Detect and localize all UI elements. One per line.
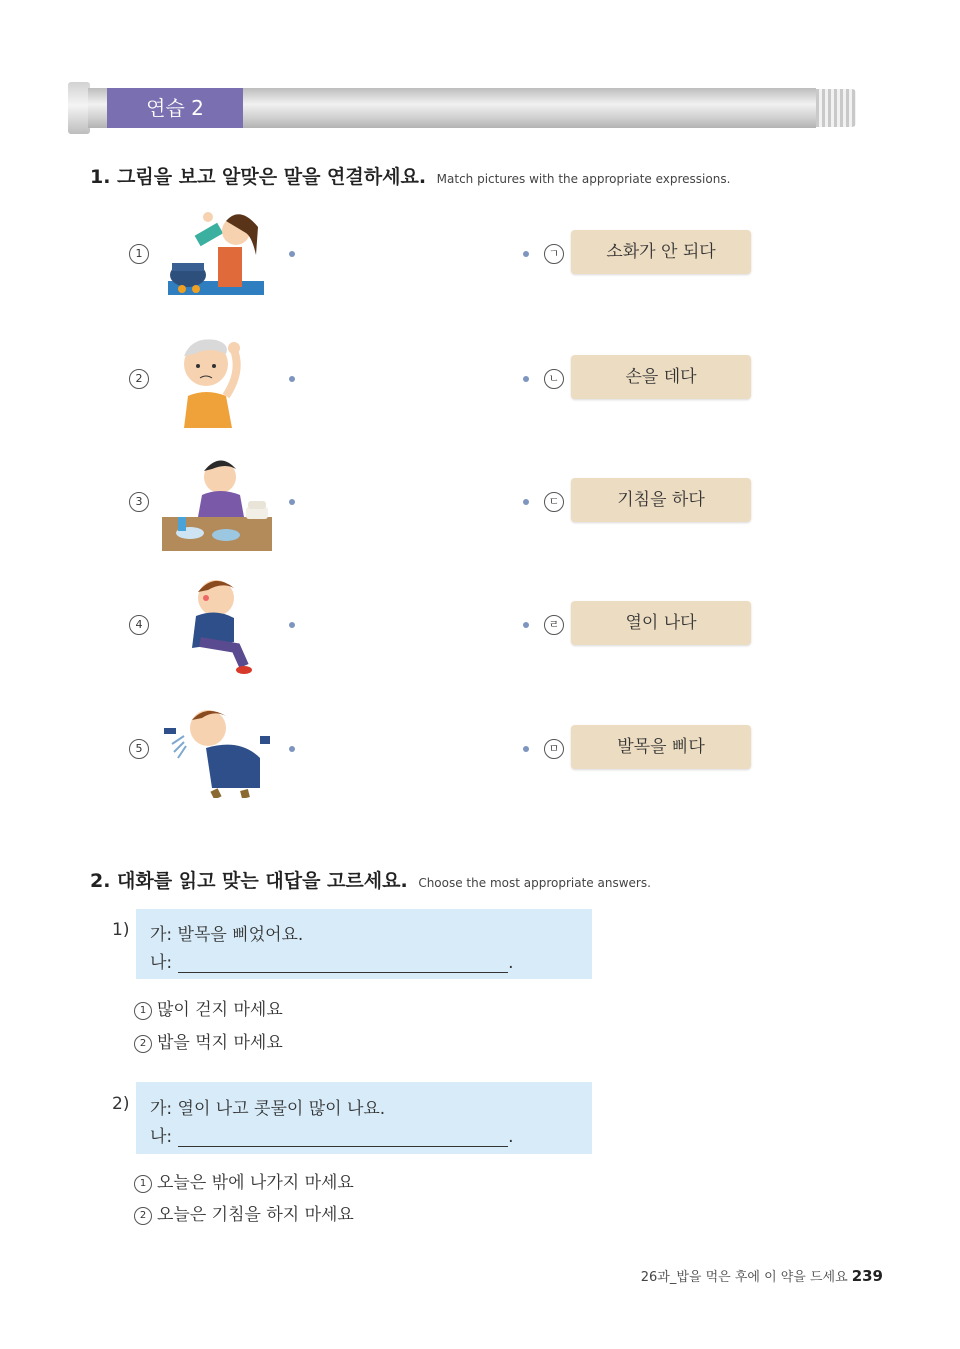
match-row-2: [0, 332, 960, 432]
right-dot[interactable]: [523, 622, 529, 628]
q1-title-ko: 1. 그림을 보고 알맞은 말을 연결하세요.: [90, 166, 427, 188]
line-end: .: [508, 1127, 514, 1147]
speaker-b-label: 나:: [150, 953, 173, 973]
answer-blank[interactable]: [178, 1130, 508, 1147]
item-1-number: 1): [112, 920, 130, 940]
option-text: 밥을 먹지 마세요: [157, 1033, 283, 1053]
row-letter: ㄱ: [544, 244, 564, 264]
section-label: 연습 2: [107, 88, 243, 128]
option-1-2[interactable]: [134, 1028, 283, 1053]
item-2-number: 2): [112, 1094, 130, 1114]
speaker-a-line: 가: 열이 나고 콧물이 많이 나요.: [150, 1099, 386, 1119]
speaker-b-label: 나:: [150, 1127, 173, 1147]
dialogue-box-2: [136, 1082, 592, 1154]
woman-burning-hand-on-pot-icon: [160, 207, 274, 303]
speaker-b-line: [150, 948, 514, 973]
right-dot[interactable]: [523, 251, 529, 257]
left-dot[interactable]: [289, 251, 295, 257]
match-row-3: [0, 455, 960, 555]
q2-title-ko: 2. 대화를 읽고 맞는 대답을 고르세요.: [90, 870, 408, 892]
q2-title-en: Choose the most appropriate answers.: [418, 876, 651, 890]
dialogue-box-1: [136, 909, 592, 979]
match-row-5: [0, 702, 960, 802]
row-letter: ㅁ: [544, 739, 564, 759]
match-row-1: [0, 207, 960, 307]
row-number: 2: [129, 369, 149, 389]
left-dot[interactable]: [289, 746, 295, 752]
row-letter: ㄷ: [544, 492, 564, 512]
right-dot[interactable]: [523, 376, 529, 382]
speaker-a-line: 가: 발목을 삐었어요.: [150, 925, 304, 945]
man-coughing-icon: [160, 702, 274, 798]
row-number: 1: [129, 244, 149, 264]
answer-blank[interactable]: [178, 956, 508, 973]
option-text: 많이 걷지 마세요: [157, 1000, 283, 1020]
option-number: 1: [134, 1175, 152, 1193]
lesson-title: 26과_밥을 먹은 후에 이 약을 드세요: [640, 1270, 848, 1285]
page-number: 239: [851, 1267, 883, 1285]
man-with-sprained-ankle-icon: [160, 578, 274, 674]
option-number: 2: [134, 1207, 152, 1225]
row-number: 4: [129, 615, 149, 635]
expression-card: 기침을 하다: [571, 478, 751, 522]
right-dot[interactable]: [523, 499, 529, 505]
option-2-1[interactable]: [134, 1168, 354, 1193]
expression-card: 소화가 안 되다: [571, 230, 751, 274]
left-dot[interactable]: [289, 499, 295, 505]
pipe-cap: [68, 82, 90, 134]
left-dot[interactable]: [289, 622, 295, 628]
right-dot[interactable]: [523, 746, 529, 752]
option-text: 오늘은 밖에 나가지 마세요: [157, 1173, 354, 1193]
old-man-with-fever-icon: [160, 332, 274, 428]
option-1-1[interactable]: [134, 995, 283, 1020]
option-text: 오늘은 기침을 하지 마세요: [157, 1205, 354, 1225]
expression-card: 손을 데다: [571, 355, 751, 399]
option-2-2[interactable]: [134, 1200, 354, 1225]
row-letter: ㄴ: [544, 369, 564, 389]
pipe-thread: [816, 89, 856, 127]
expression-card: 발목을 삐다: [571, 725, 751, 769]
match-row-4: [0, 578, 960, 678]
q1-title: [90, 162, 730, 189]
q1-title-en: Match pictures with the appropriate expressions.: [436, 172, 731, 186]
option-number: 1: [134, 1002, 152, 1020]
row-letter: ㄹ: [544, 615, 564, 635]
speaker-b-line: [150, 1122, 514, 1147]
row-number: 5: [129, 739, 149, 759]
q2-title: [90, 866, 651, 893]
line-end: .: [508, 953, 514, 973]
man-overeating-at-table-icon: [160, 455, 274, 551]
left-dot[interactable]: [289, 376, 295, 382]
expression-card: 열이 나다: [571, 601, 751, 645]
page-footer: [641, 1266, 883, 1285]
row-number: 3: [129, 492, 149, 512]
option-number: 2: [134, 1035, 152, 1053]
